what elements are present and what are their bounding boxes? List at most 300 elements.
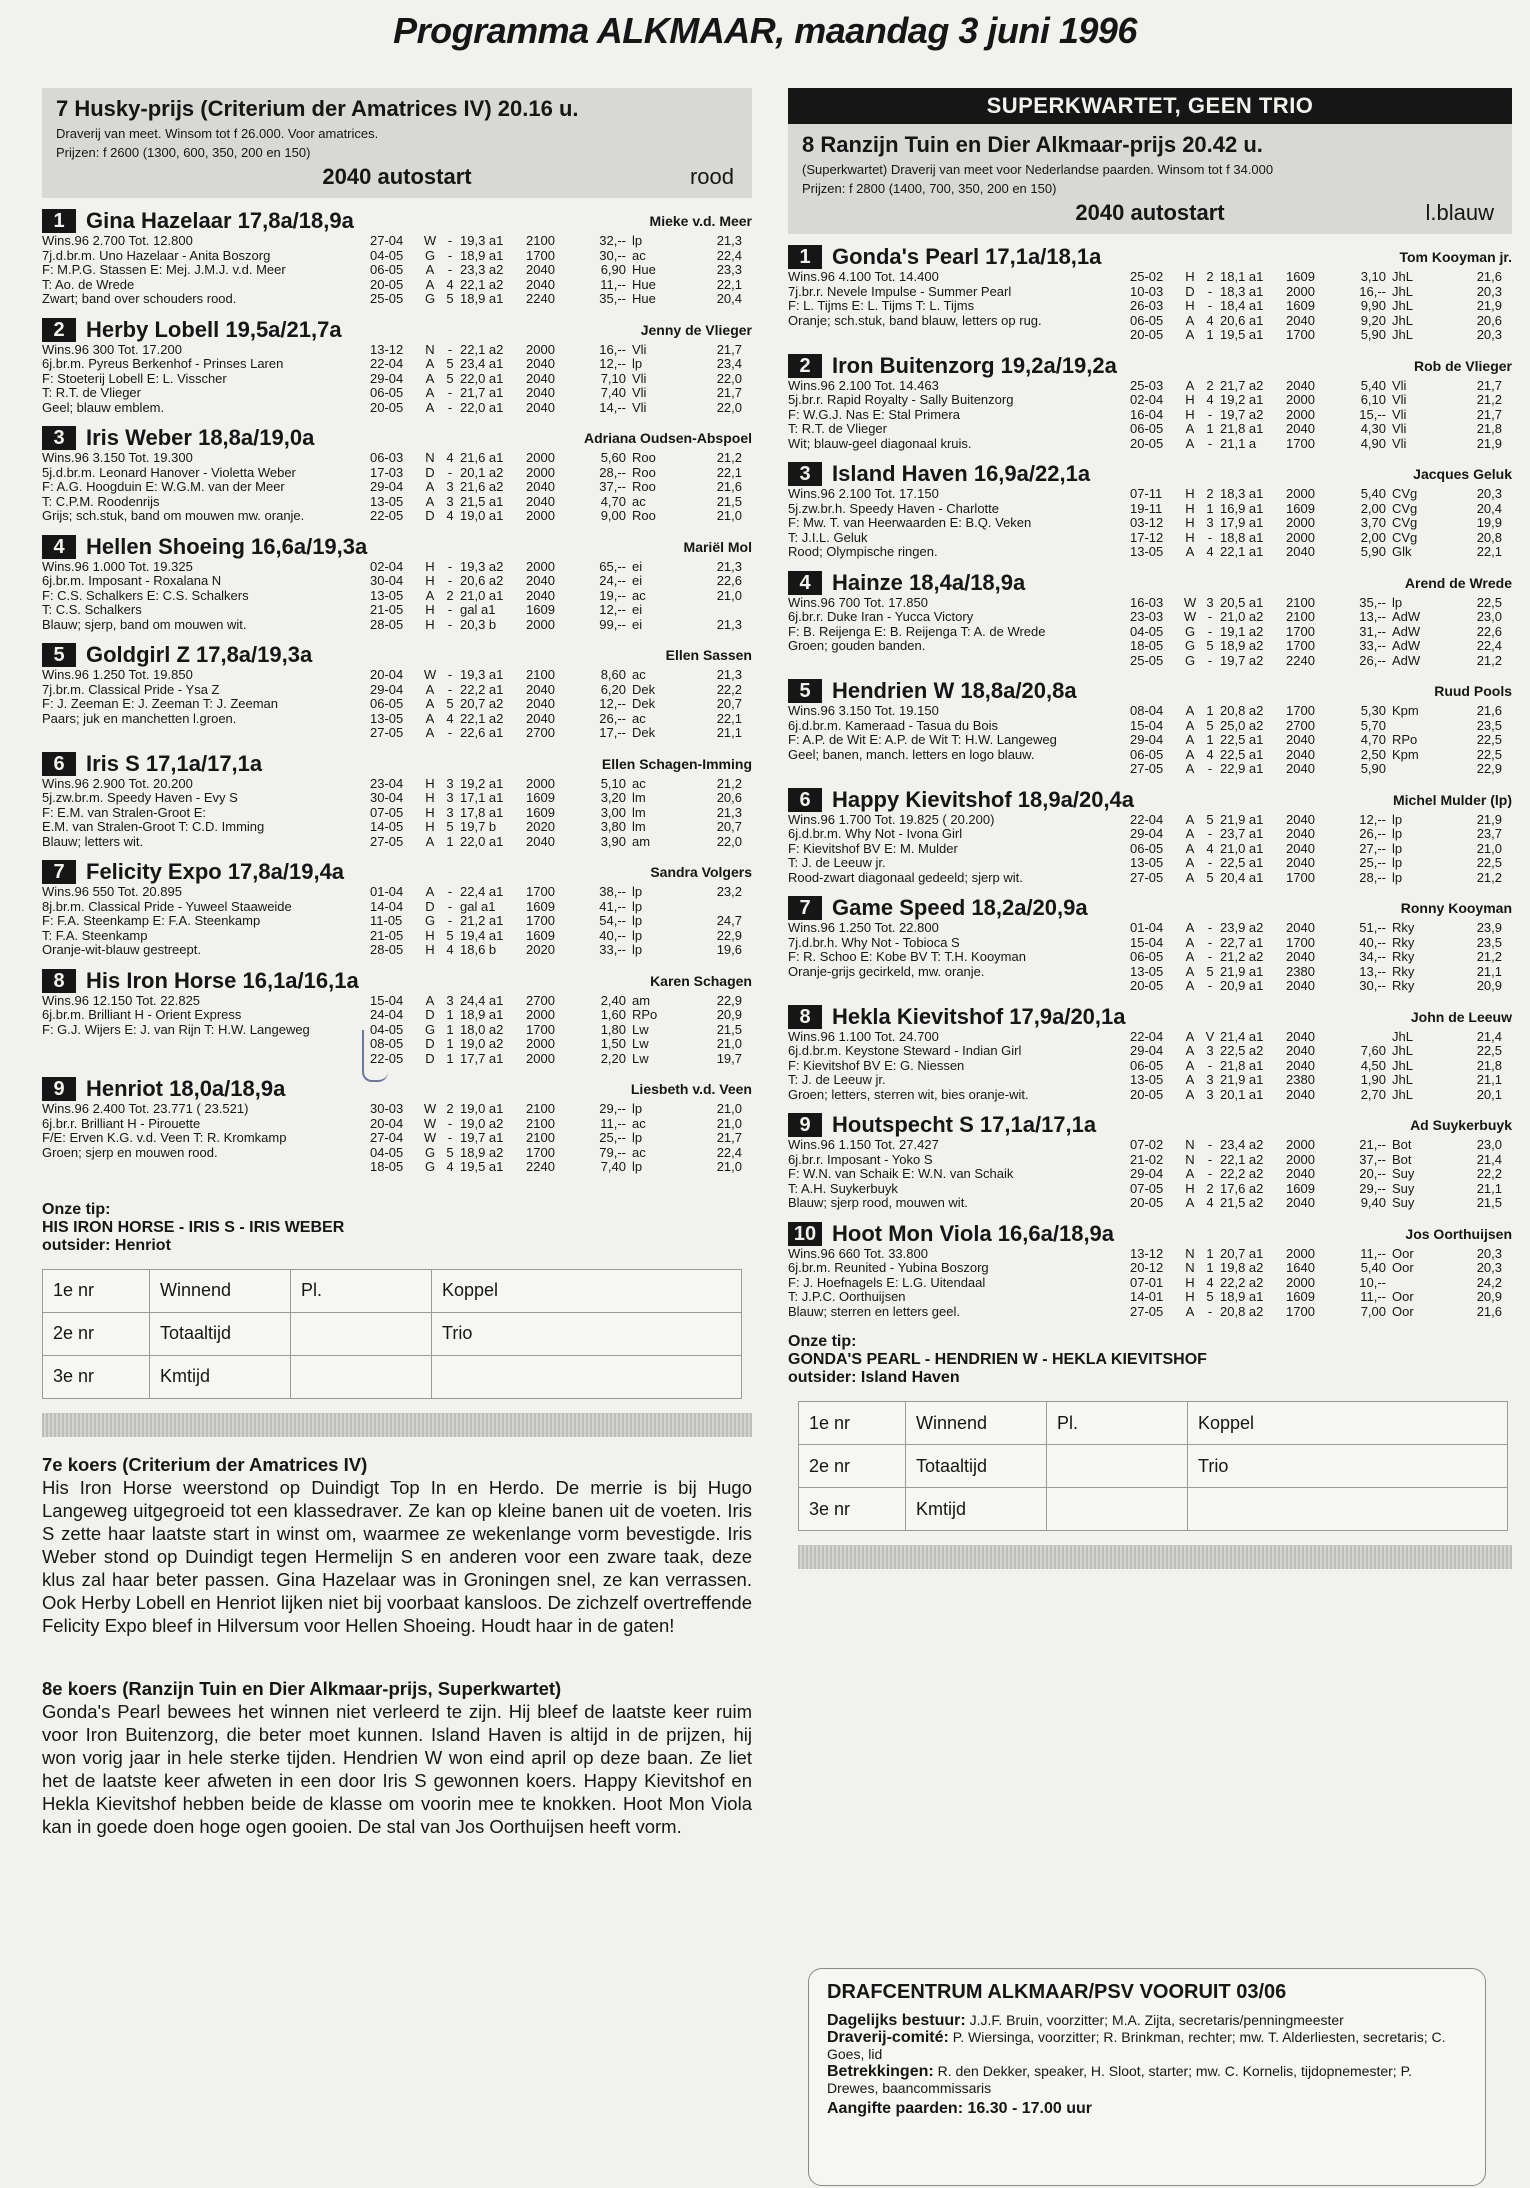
start-cell: 18,3 a1 <box>1220 283 1264 299</box>
start-cell: 21,7 a1 <box>460 385 504 400</box>
start-cell: 5 <box>446 1144 454 1160</box>
start-cell: 2040 <box>1286 949 1315 964</box>
horse-name: Hellen Shoeing 16,6a/19,3a <box>86 533 368 559</box>
start-cell: Roo <box>632 479 656 494</box>
form-cell: Pl. <box>291 1269 432 1312</box>
start-cell: 9,40 <box>1360 1195 1386 1210</box>
superkwartet-banner: SUPERKWARTET, GEEN TRIO <box>788 88 1512 124</box>
start-cell: 2100 <box>526 1101 555 1116</box>
start-cell: 21,1 <box>1476 963 1502 979</box>
start-cell: 13-12 <box>370 341 404 357</box>
start-cell: 22,1 a1 <box>1220 544 1264 559</box>
horse-number-badge: 8 <box>42 969 76 993</box>
start-cell: 4,70 <box>1360 732 1386 747</box>
start-cell: 2700 <box>1286 717 1315 733</box>
horse-info <box>788 270 1130 343</box>
start-row <box>370 943 752 958</box>
start-cell: 79,-- <box>599 1144 626 1160</box>
form-cell: Totaaltijd <box>906 1445 1047 1488</box>
divider-band <box>42 1413 752 1437</box>
start-row <box>1130 379 1512 394</box>
form-cell: Kmtijd <box>906 1488 1047 1531</box>
start-cell: D <box>425 1050 435 1066</box>
start-cell: 21,5 <box>716 1021 742 1037</box>
horse-info-line: Wins.96 1.150 Tot. 27.427 <box>788 1138 939 1152</box>
start-cell: Hue <box>632 262 656 277</box>
horse-name: Herby Lobell 19,5a/21,7a <box>86 316 342 342</box>
start-cell: 2100 <box>526 1130 555 1145</box>
start-cell: 2040 <box>526 370 555 386</box>
start-cell: 21,8 a1 <box>1220 1057 1264 1073</box>
start-cell: A <box>1185 869 1195 885</box>
start-cell: Rky <box>1392 963 1415 979</box>
start-cell: D <box>425 1007 435 1022</box>
start-cell: G <box>1184 638 1196 653</box>
start-cell: 21,5 a1 <box>460 493 504 509</box>
start-cell: 19,-- <box>599 587 626 603</box>
start-cell: - <box>447 1130 453 1145</box>
start-cell: 20-05 <box>370 399 404 415</box>
start-cell: 1,60 <box>600 1007 626 1022</box>
start-cell: 22,2 <box>716 681 742 697</box>
start-row <box>1130 270 1512 285</box>
tip-text: GONDA'S PEARL - HENDRIEN W - HEKLA KIEVITSHOF <box>788 1351 1207 1368</box>
start-row <box>1130 625 1512 640</box>
start-cell: 2 <box>446 1101 454 1116</box>
start-cell: 35,-- <box>1359 594 1386 610</box>
start-cell: A <box>1185 1166 1195 1181</box>
horse-info-line: 6j.br.r. Duke Iran - Yucca Victory <box>788 609 974 624</box>
start-cell: - <box>447 233 453 248</box>
start-cell: 21,9 a1 <box>1220 811 1264 827</box>
horse-info-line: F: Kievitshof BV E: G. Niessen <box>788 1057 965 1073</box>
start-cell: Roo <box>632 450 656 465</box>
start-cell: 20,9 <box>716 1007 742 1022</box>
start-cell: N <box>1185 1137 1195 1152</box>
start-cell: 21-05 <box>370 602 404 617</box>
horse-info-line: Blauw; sjerp, band om mouwen wit. <box>42 616 247 632</box>
horse-info-line: Groen; letters, sterren wit, bies oranje-wit. <box>788 1086 1029 1102</box>
horse-info-line: Oranje-wit-blauw gestreept. <box>42 942 201 957</box>
horse-info-line: Wins.96 2.400 Tot. 23.771 ( 23.521) <box>42 1102 249 1116</box>
start-cell: 2000 <box>1286 392 1315 407</box>
start-cell: lp <box>632 356 643 371</box>
start-cell: 2040 <box>1286 855 1315 870</box>
form-cell <box>1188 1488 1508 1531</box>
start-cell: 11,-- <box>600 1115 626 1131</box>
start-cell: RPo <box>632 1007 658 1022</box>
horse-info-line: F: L. Tijms E: L. Tijms T: L. Tijms <box>788 298 975 313</box>
start-cell: 20,6 <box>716 790 742 805</box>
horse-info-line: Rood; Olympische ringen. <box>788 544 938 559</box>
start-cell: 2040 <box>526 681 555 697</box>
horse-info <box>788 1247 1130 1320</box>
start-cell: H <box>1185 406 1195 422</box>
start-cell: 13-05 <box>370 710 404 726</box>
horse-info-line: T: J.P.C. Oorthuijsen <box>788 1289 906 1304</box>
start-cell: 1 <box>1206 421 1214 436</box>
start-cell: 22,9 <box>716 992 742 1008</box>
start-cell: 21,3 <box>716 667 742 682</box>
start-cell: AdW <box>1392 652 1421 668</box>
start-cell: 22-04 <box>370 356 404 371</box>
start-cell: 7,00 <box>1360 1303 1386 1319</box>
horse-driver: Ad Suykerbuyk <box>1410 1117 1512 1133</box>
start-cell: 2040 <box>1286 1195 1315 1210</box>
start-row <box>370 697 752 712</box>
start-cell: - <box>1207 920 1213 935</box>
start-cell: 5,70 <box>1360 717 1386 733</box>
horse-driver: Karen Schagen <box>650 972 752 989</box>
start-cell: Suy <box>1392 1195 1415 1210</box>
start-cell: 17,8 a1 <box>460 804 504 820</box>
horse-driver: Mariël Mol <box>683 538 752 555</box>
start-cell: 13-05 <box>370 493 404 509</box>
start-row <box>370 278 752 293</box>
start-cell: 22,0 a1 <box>460 370 504 386</box>
start-cell: 22,1 <box>716 464 742 480</box>
start-cell: 14-05 <box>370 819 404 834</box>
start-cell: 2040 <box>1286 811 1315 827</box>
start-cell: D <box>425 464 435 480</box>
form-cell <box>291 1312 432 1355</box>
start-cell: A <box>1185 978 1195 993</box>
start-cell: Vli <box>1392 406 1407 422</box>
start-cell: 18,3 a1 <box>1220 486 1264 501</box>
horse-name: Goldgirl Z 17,8a/19,3a <box>86 642 313 667</box>
start-cell: 2,00 <box>1360 500 1386 516</box>
race-7-header <box>42 88 752 198</box>
horse-recent-starts <box>370 343 752 416</box>
horse-info-line: Wins.96 550 Tot. 20.895 <box>42 885 182 899</box>
horse-driver: Jos Oorthuijsen <box>1405 1225 1512 1242</box>
start-cell: lp <box>1392 855 1403 870</box>
start-cell: 26,-- <box>1359 826 1386 841</box>
infobox-footer: Aangifte paarden: 16.30 - 17.00 uur <box>827 2100 1092 2117</box>
horse-heading <box>42 859 752 885</box>
horse-name: Game Speed 18,2a/20,9a <box>832 895 1088 920</box>
start-cell: 5 <box>1206 811 1214 827</box>
start-cell: 7,40 <box>600 1159 626 1174</box>
start-cell: 8,60 <box>600 667 626 682</box>
start-cell: 22,6 <box>1476 623 1502 639</box>
start-cell: 21,0 <box>716 587 742 603</box>
horse-info-line: F: M.P.G. Stassen E: Mej. J.M.J. v.d. Meer <box>42 262 286 277</box>
start-cell: Bot <box>1392 1151 1412 1167</box>
start-cell: 5,40 <box>1360 1260 1386 1275</box>
horse-info-line <box>788 762 1130 777</box>
horse-info <box>42 1102 370 1175</box>
start-cell: ei <box>632 616 643 632</box>
start-cell: 21,7 <box>1476 406 1502 422</box>
start-cell: am <box>632 833 651 849</box>
start-cell: 29,-- <box>599 1101 626 1116</box>
start-cell: 20-05 <box>1130 1195 1164 1210</box>
start-row <box>370 1160 752 1175</box>
start-cell: 2000 <box>526 508 555 523</box>
tip-outsider: outsider: Henriot <box>42 1236 171 1254</box>
start-cell: 5 <box>1206 717 1214 733</box>
start-cell: 2 <box>1206 269 1214 284</box>
start-cell: A <box>1185 761 1195 776</box>
start-cell: lm <box>632 790 646 805</box>
start-cell: 2000 <box>1286 1245 1315 1261</box>
horse-info-line: Wins.96 2.700 Tot. 12.800 <box>42 234 193 248</box>
start-row <box>370 401 752 416</box>
start-row <box>1130 921 1512 936</box>
start-cell: - <box>1207 529 1213 545</box>
start-cell: 21,2 <box>716 775 742 791</box>
start-cell: 5,60 <box>600 450 626 465</box>
start-cell: 18,4 a1 <box>1220 298 1264 313</box>
start-cell: Kpm <box>1392 703 1419 718</box>
start-cell: - <box>447 558 453 574</box>
start-cell <box>684 603 742 618</box>
start-cell: - <box>447 573 453 588</box>
horse-info <box>788 487 1130 560</box>
start-cell: 2700 <box>526 725 555 740</box>
start-cell: 19,0 a1 <box>460 508 504 523</box>
start-cell: 08-05 <box>370 1036 404 1051</box>
start-cell: Dek <box>632 681 656 697</box>
start-cell: 2040 <box>1286 1028 1315 1044</box>
horse-info-line <box>788 654 1130 669</box>
start-cell: 2000 <box>526 450 555 465</box>
start-cell: - <box>1207 298 1213 313</box>
start-cell: 22,0 <box>716 370 742 386</box>
start-cell: 2 <box>446 587 454 603</box>
start-cell: A <box>1185 949 1195 964</box>
start-cell: 41,-- <box>599 898 626 914</box>
start-cell: 20,7 <box>716 696 742 711</box>
start-cell: 4 <box>446 450 454 465</box>
start-cell: CVg <box>1392 486 1418 501</box>
start-cell: H <box>425 558 435 574</box>
start-cell: 29-04 <box>1130 1043 1164 1058</box>
start-cell: 29-04 <box>1130 732 1164 747</box>
start-row <box>1130 531 1512 546</box>
start-cell: 27-05 <box>1130 1303 1164 1319</box>
start-cell: 1,80 <box>600 1021 626 1037</box>
start-row <box>1130 1261 1512 1276</box>
start-cell: lp <box>632 1101 643 1116</box>
start-cell: G <box>424 247 436 263</box>
horse-info-line: Rood-zwart diagonaal gedeeld; sjerp wit. <box>788 869 1023 885</box>
start-row <box>370 820 752 835</box>
start-row <box>370 791 752 806</box>
start-cell: 20-05 <box>1130 1086 1164 1102</box>
start-cell: 22,5 a1 <box>1220 732 1264 747</box>
start-cell: lp <box>632 884 643 899</box>
horse-recent-starts <box>1130 921 1512 994</box>
horse-recent-starts <box>370 668 752 741</box>
race-7-horse-list <box>42 208 752 1175</box>
horse-info-line: 5j.br.r. Rapid Royalty - Sally Buitenzorg <box>788 392 1014 407</box>
start-cell: A <box>1185 544 1195 559</box>
tip-outsider: outsider: Island Haven <box>788 1369 960 1386</box>
horse-number-badge: 10 <box>788 1222 822 1246</box>
horse-info-line: T: J. de Leeuw jr. <box>788 1072 886 1087</box>
start-cell: - <box>447 602 453 617</box>
horse-heading <box>788 1004 1512 1030</box>
horse-info-line: F: C.S. Schalkers E: C.S. Schalkers <box>42 587 249 603</box>
start-cell: 21,0 <box>716 1101 742 1116</box>
form-cell: Pl. <box>1047 1402 1188 1445</box>
start-cell: 4 <box>1206 746 1214 762</box>
start-row <box>370 480 752 495</box>
start-row <box>370 603 752 618</box>
horse-driver: Ellen Schagen-Imming <box>601 755 752 772</box>
start-cell: 4 <box>1206 840 1214 856</box>
start-cell: A <box>1185 840 1195 856</box>
start-cell: A <box>1185 1303 1195 1319</box>
start-row <box>1130 979 1512 994</box>
infobox-label: Draverij-comité: <box>827 2029 949 2046</box>
start-cell: 22,5 <box>1476 746 1502 762</box>
start-cell: A <box>425 710 435 726</box>
start-cell: 21,5 <box>716 493 742 509</box>
start-cell: 1609 <box>1286 269 1315 284</box>
start-cell: 17-12 <box>1130 529 1164 545</box>
start-cell: 2040 <box>526 573 555 588</box>
horse-recent-starts <box>370 234 752 307</box>
start-cell: 21,8 <box>1476 1057 1502 1073</box>
horse-heading <box>788 1112 1512 1138</box>
start-cell: RPo <box>1392 732 1418 747</box>
start-cell: H <box>1185 392 1195 407</box>
start-cell: 22,4 <box>1476 638 1502 653</box>
horse-recent-starts <box>1130 704 1512 777</box>
horse-number-badge: 6 <box>42 752 76 776</box>
horse-heading <box>788 1221 1512 1247</box>
start-row <box>1130 1088 1512 1103</box>
start-cell: A <box>1185 312 1195 328</box>
start-row <box>1130 393 1512 408</box>
start-cell: 01-04 <box>370 884 404 899</box>
horse-info-line: Wins.96 3.150 Tot. 19.150 <box>788 704 939 718</box>
start-row <box>370 1146 752 1161</box>
start-cell: 22,1 a2 <box>1220 1151 1264 1167</box>
horse-driver: Jacques Geluk <box>1413 466 1512 482</box>
start-cell: 11,-- <box>1360 1289 1386 1304</box>
horse-info-line: T: R.T. de Vlieger <box>42 385 141 400</box>
start-cell: - <box>447 262 453 277</box>
start-cell: 21,4 <box>1476 1028 1502 1044</box>
start-cell: 23,0 <box>1476 1137 1502 1152</box>
start-cell: 23,4 a2 <box>1220 1137 1264 1152</box>
race-7-result-form <box>42 1269 742 1399</box>
form-cell: Kmtijd <box>150 1355 291 1398</box>
start-row <box>1130 827 1512 842</box>
start-cell: JhL <box>1392 1028 1413 1044</box>
start-cell: H <box>425 790 435 805</box>
start-cell: Oor <box>1392 1289 1414 1304</box>
start-row <box>370 589 752 604</box>
start-row <box>1130 516 1512 531</box>
start-cell: 06-05 <box>1130 840 1164 856</box>
start-cell: A <box>425 587 435 603</box>
start-row <box>370 885 752 900</box>
start-row <box>1130 704 1512 719</box>
horse-info-line: 5j.zw.br.m. Speedy Haven - Evy S <box>42 790 238 805</box>
race-prizes: Prijzen: f 2800 (1400, 700, 350, 200 en 150) <box>802 181 1057 196</box>
start-cell: 21,2 a2 <box>1220 949 1264 964</box>
start-cell: 22,9 <box>1476 761 1502 776</box>
horse-info <box>42 560 370 633</box>
start-cell: 5,40 <box>1360 377 1386 393</box>
horse-entry <box>788 787 1512 886</box>
start-cell: D <box>425 1036 435 1051</box>
start-cell: 25,0 a2 <box>1220 717 1264 733</box>
start-cell: 20,6 a2 <box>460 573 504 588</box>
start-row <box>370 683 752 698</box>
start-cell: 15-04 <box>1130 934 1164 950</box>
start-cell: 19,7 a2 <box>1220 406 1264 422</box>
start-cell: 20-04 <box>370 1115 404 1131</box>
start-cell: 27,-- <box>1359 840 1386 856</box>
start-cell: 22,5 <box>1476 732 1502 747</box>
infobox-value: J.J.F. Bruin, voorzitter; M.A. Zijta, secretaris/penningmeester <box>965 2012 1344 2028</box>
start-cell: 23-03 <box>1130 609 1164 624</box>
horse-driver: Rob de Vlieger <box>1413 357 1512 374</box>
start-cell: 16-04 <box>1130 406 1164 422</box>
start-cell: 2000 <box>526 464 555 480</box>
horse-info-line: F: W.N. van Schaik E: W.N. van Schaik <box>788 1166 1014 1181</box>
start-cell: 22,6 a1 <box>460 725 504 740</box>
start-cell: 21,6 a2 <box>460 479 504 494</box>
horse-driver: Sandra Volgers <box>650 864 752 880</box>
start-cell: 13-05 <box>1130 544 1164 559</box>
start-cell: 1700 <box>526 884 555 899</box>
horse-info-line: Wit; blauw-geel diagonaal kruis. <box>788 435 972 451</box>
start-cell: 2240 <box>526 1159 555 1174</box>
start-cell: 2000 <box>526 341 555 357</box>
start-cell: 22,0 a1 <box>460 833 504 849</box>
horse-number-badge: 5 <box>788 679 822 703</box>
start-cell: 4,50 <box>1360 1057 1386 1073</box>
start-row <box>370 386 752 401</box>
horse-info-line: Wins.96 1.250 Tot. 19.850 <box>42 668 193 682</box>
horse-info-line: Grijs; sch.stuk, band om mouwen mw. oranje. <box>42 508 305 523</box>
start-row <box>1130 328 1512 343</box>
start-cell: 21,7 <box>716 1130 742 1145</box>
horse-name: Iris Weber 18,8a/19,0a <box>86 425 315 450</box>
start-cell: CVg <box>1392 529 1418 545</box>
start-cell: 20-05 <box>1130 435 1164 451</box>
start-cell: JhL <box>1392 1057 1413 1073</box>
start-cell: 1 <box>1206 327 1214 342</box>
horse-info-line <box>788 328 1130 343</box>
start-cell: 22,9 a1 <box>1220 761 1264 776</box>
horse-name: Houtspecht S 17,1a/17,1a <box>832 1112 1097 1137</box>
start-cell: 2040 <box>526 262 555 277</box>
start-cell: Oor <box>1392 1303 1414 1319</box>
start-cell: V <box>1205 1028 1215 1044</box>
start-cell: lp <box>1392 826 1403 841</box>
start-cell: 20-12 <box>1130 1260 1164 1275</box>
start-cell: 37,-- <box>599 479 626 494</box>
horse-info-line: 6j.d.br.m. Kameraad - Tasua du Bois <box>788 717 999 733</box>
start-cell: 21,2 <box>1476 869 1502 885</box>
start-cell: 3,70 <box>1360 515 1386 530</box>
start-row <box>1130 545 1512 560</box>
start-cell: Hue <box>632 291 656 306</box>
start-cell: 22,5 a1 <box>1220 746 1264 762</box>
horse-number-badge: 1 <box>42 209 76 233</box>
start-cell: A <box>1185 1086 1195 1102</box>
horse-recent-starts <box>1130 379 1512 452</box>
start-cell: 04-05 <box>370 1021 404 1037</box>
